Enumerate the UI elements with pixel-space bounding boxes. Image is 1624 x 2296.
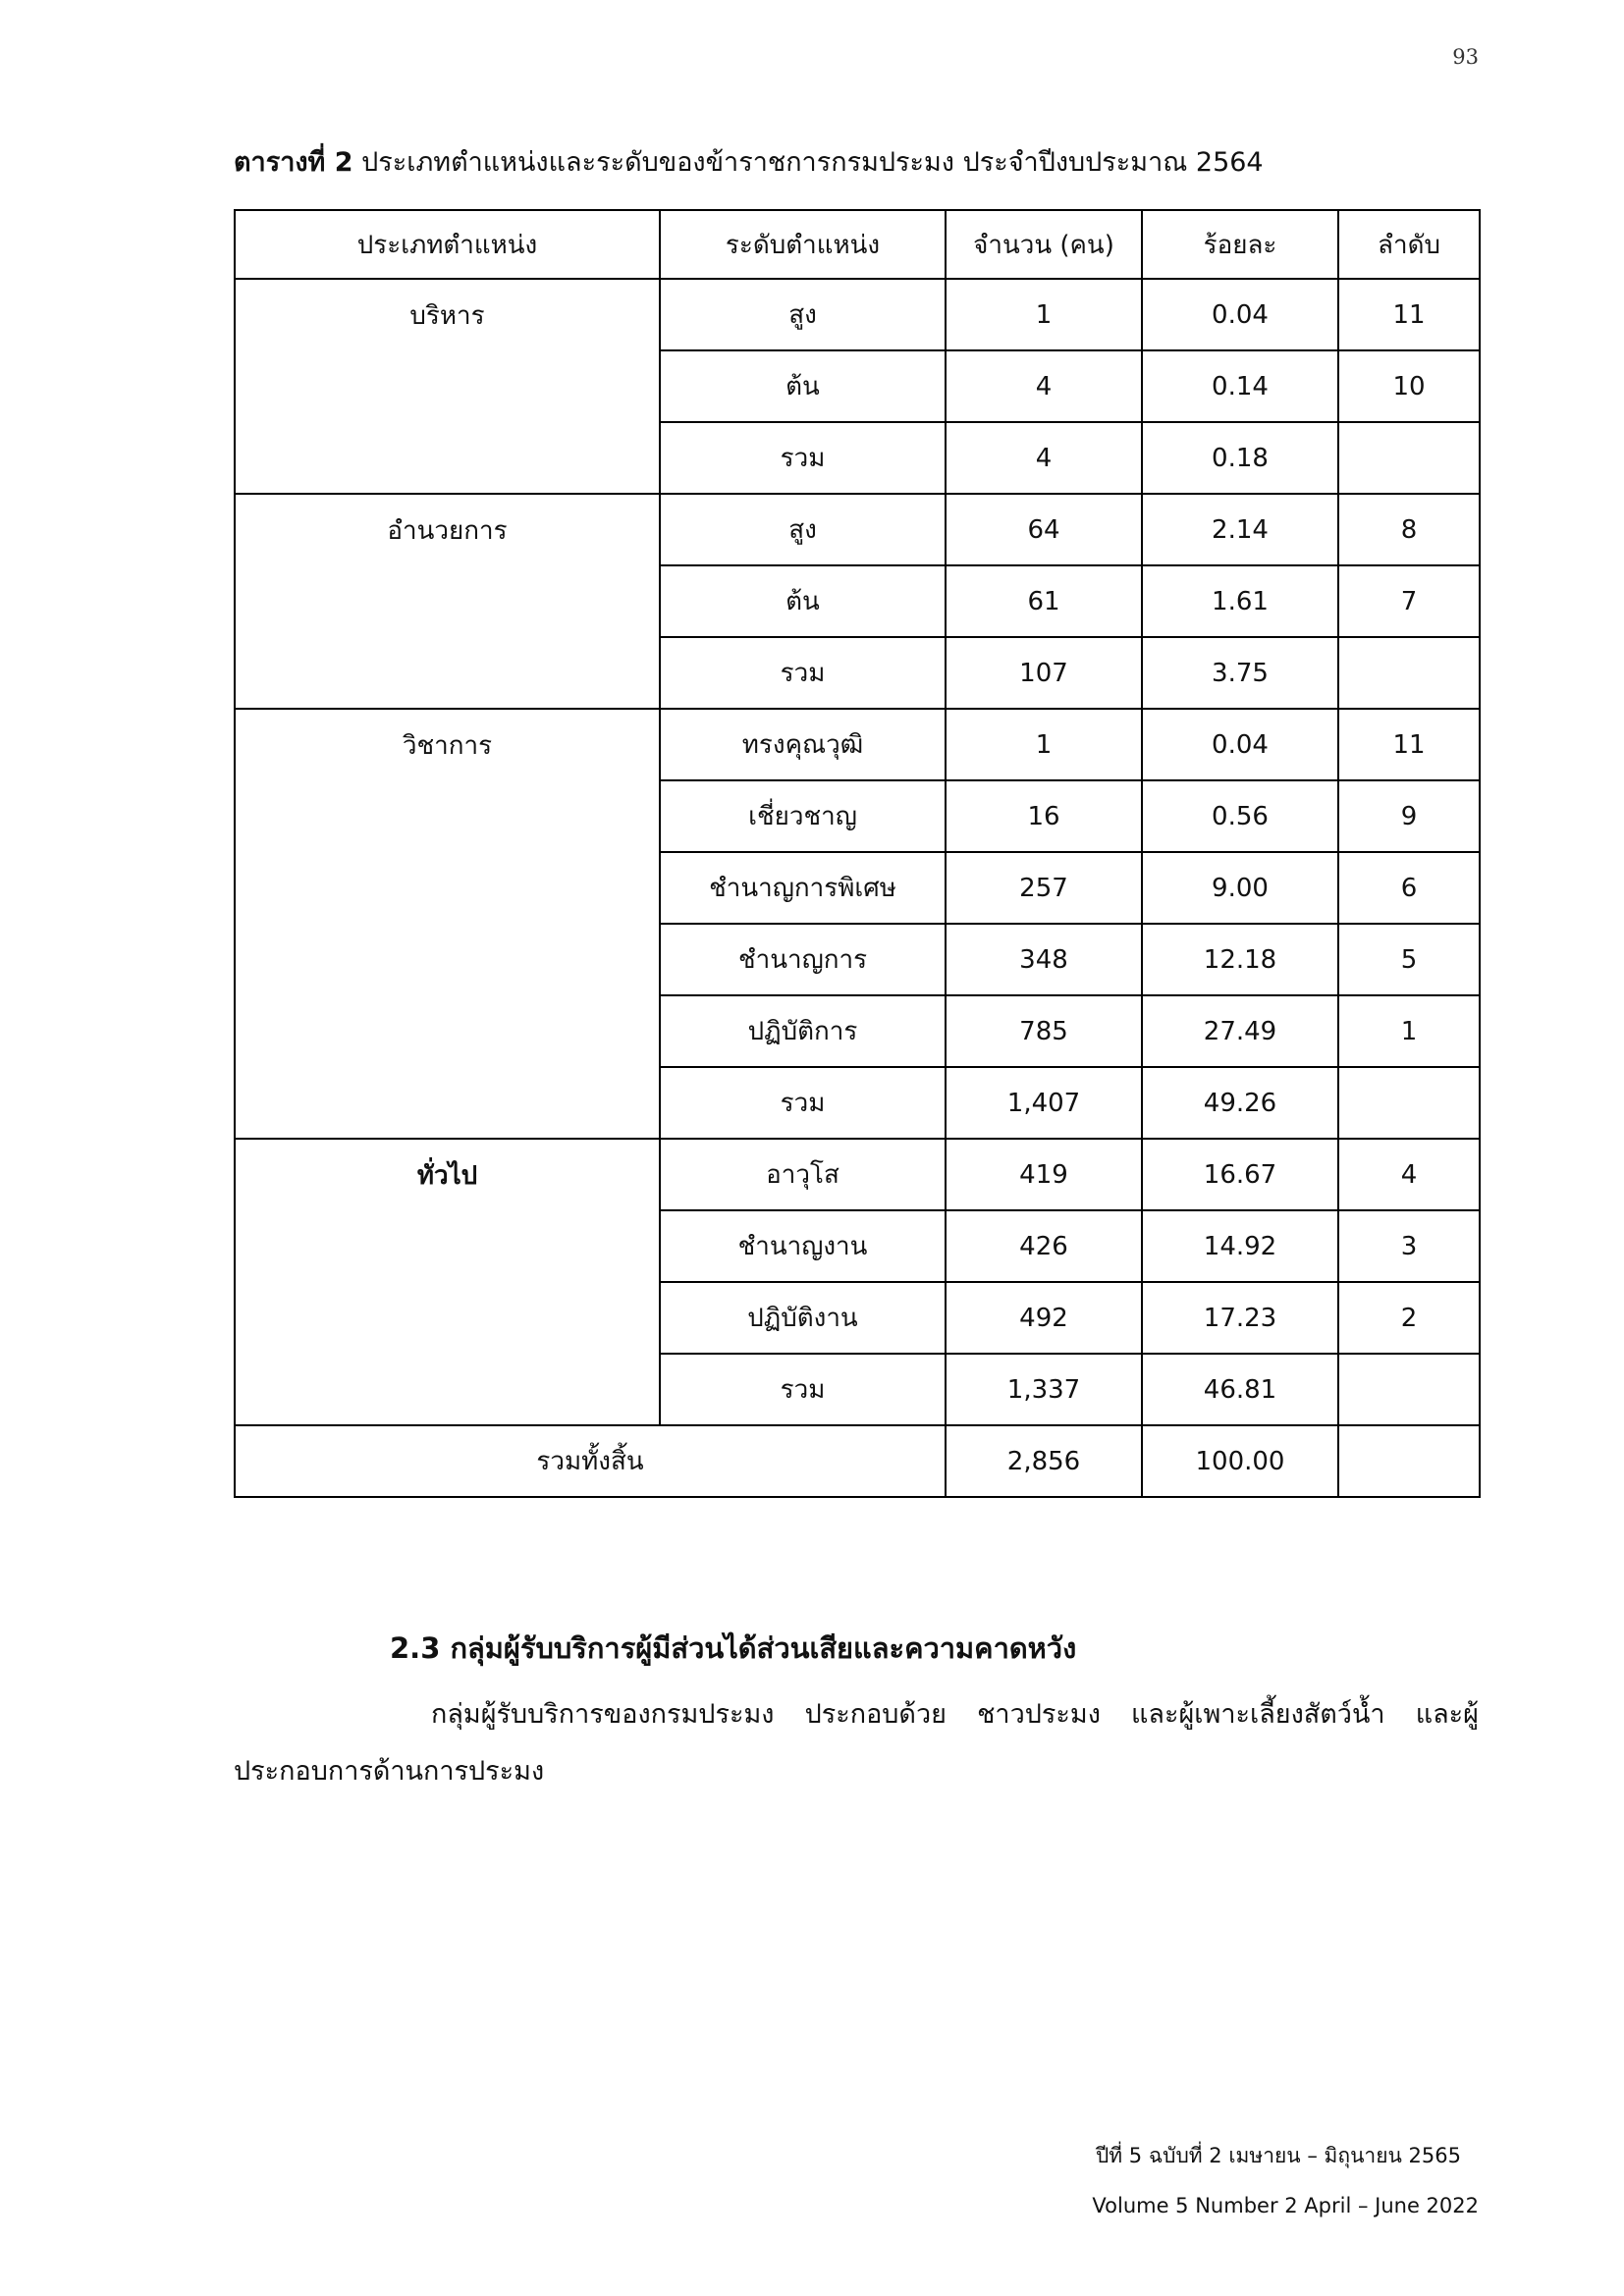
cell-percent: 0.56 <box>1142 780 1338 852</box>
cell-position-type: ทั่วไป <box>235 1139 660 1425</box>
table-body <box>235 279 1480 1497</box>
cell-percent: 2.14 <box>1142 494 1338 565</box>
cell-rank: 9 <box>1338 780 1480 852</box>
cell-percent: 9.00 <box>1142 852 1338 924</box>
cell-percent: 0.04 <box>1142 279 1338 350</box>
footer-issue-english: Volume 5 Number 2 April – June 2022 <box>1092 2194 1479 2217</box>
cell-rank: 8 <box>1338 494 1480 565</box>
cell-percent: 12.18 <box>1142 924 1338 995</box>
cell-count: 61 <box>946 565 1142 637</box>
cell-percent: 27.49 <box>1142 995 1338 1067</box>
cell-position-type: บริหาร <box>235 279 660 494</box>
cell-position-type: วิชาการ <box>235 709 660 1139</box>
header-position-type: ประเภทตำแหน่ง <box>235 210 660 279</box>
cell-rank <box>1338 1067 1480 1139</box>
cell-percent: 0.18 <box>1142 422 1338 494</box>
cell-percent: 0.04 <box>1142 709 1338 780</box>
cell-level: อาวุโส <box>660 1139 946 1210</box>
cell-percent: 17.23 <box>1142 1282 1338 1354</box>
header-position-level: ระดับตำแหน่ง <box>660 210 946 279</box>
section-paragraph: กลุ่มผู้รับบริการของกรมประมง ประกอบด้วย ชาวประมง และผู้เพาะเลี้ยงสัตว์น้ำ และผู้ประกอบการด้านการประมง <box>234 1699 1479 1787</box>
cell-count: 348 <box>946 924 1142 995</box>
cell-rank: 11 <box>1338 279 1480 350</box>
cell-level: สูง <box>660 279 946 350</box>
section-heading: 2.3 กลุ่มผู้รับบริการผู้มีส่วนได้ส่วนเสียและความคาดหวัง <box>390 1631 1077 1665</box>
cell-percent: 14.92 <box>1142 1210 1338 1282</box>
cell-rank <box>1338 637 1480 709</box>
cell-level: ปฏิบัติการ <box>660 995 946 1067</box>
cell-level: รวม <box>660 1354 946 1425</box>
cell-level: ต้น <box>660 565 946 637</box>
cell-total-count: 2,856 <box>946 1425 1142 1497</box>
cell-position-type: อำนวยการ <box>235 494 660 709</box>
cell-level: รวม <box>660 422 946 494</box>
cell-count: 785 <box>946 995 1142 1067</box>
footer-issue-thai: ปีที่ 5 ฉบับที่ 2 เมษายน – มิถุนายน 2565 <box>1095 2144 1461 2167</box>
cell-count: 1 <box>946 709 1142 780</box>
cell-rank: 1 <box>1338 995 1480 1067</box>
cell-count: 1,407 <box>946 1067 1142 1139</box>
cell-total-rank <box>1338 1425 1480 1497</box>
cell-count: 492 <box>946 1282 1142 1354</box>
table-header-row <box>235 210 1480 279</box>
cell-rank: 3 <box>1338 1210 1480 1282</box>
cell-percent: 49.26 <box>1142 1067 1338 1139</box>
cell-total-label: รวมทั้งสิ้น <box>235 1425 946 1497</box>
cell-count: 4 <box>946 422 1142 494</box>
position-table <box>234 209 1481 1498</box>
cell-level: ชำนาญการ <box>660 924 946 995</box>
header-rank: ลำดับ <box>1338 210 1480 279</box>
cell-percent: 16.67 <box>1142 1139 1338 1210</box>
cell-level: สูง <box>660 494 946 565</box>
header-percent: ร้อยละ <box>1142 210 1338 279</box>
cell-rank: 10 <box>1338 350 1480 422</box>
header-count: จำนวน (คน) <box>946 210 1142 279</box>
cell-count: 4 <box>946 350 1142 422</box>
cell-rank: 5 <box>1338 924 1480 995</box>
cell-rank <box>1338 1354 1480 1425</box>
cell-percent: 0.14 <box>1142 350 1338 422</box>
cell-count: 16 <box>946 780 1142 852</box>
table-caption-label: ตารางที่ 2 <box>234 147 353 178</box>
cell-level: ต้น <box>660 350 946 422</box>
cell-level: ชำนาญงาน <box>660 1210 946 1282</box>
cell-count: 1 <box>946 279 1142 350</box>
cell-count: 1,337 <box>946 1354 1142 1425</box>
cell-percent: 3.75 <box>1142 637 1338 709</box>
cell-total-percent: 100.00 <box>1142 1425 1338 1497</box>
table-row <box>235 494 1480 565</box>
cell-level: ทรงคุณวุฒิ <box>660 709 946 780</box>
table-row <box>235 279 1480 350</box>
page-number: 93 <box>1452 45 1479 69</box>
cell-level: รวม <box>660 1067 946 1139</box>
cell-count: 426 <box>946 1210 1142 1282</box>
table-row <box>235 709 1480 780</box>
cell-level: ชำนาญการพิเศษ <box>660 852 946 924</box>
cell-level: รวม <box>660 637 946 709</box>
cell-rank: 4 <box>1338 1139 1480 1210</box>
cell-rank: 7 <box>1338 565 1480 637</box>
cell-count: 419 <box>946 1139 1142 1210</box>
cell-rank <box>1338 422 1480 494</box>
total-row <box>235 1425 1480 1497</box>
cell-rank: 6 <box>1338 852 1480 924</box>
cell-count: 107 <box>946 637 1142 709</box>
cell-percent: 1.61 <box>1142 565 1338 637</box>
table-caption <box>234 140 1264 183</box>
cell-level: ปฏิบัติงาน <box>660 1282 946 1354</box>
cell-rank: 2 <box>1338 1282 1480 1354</box>
cell-level: เชี่ยวชาญ <box>660 780 946 852</box>
cell-rank: 11 <box>1338 709 1480 780</box>
cell-percent: 46.81 <box>1142 1354 1338 1425</box>
cell-count: 64 <box>946 494 1142 565</box>
table-row <box>235 1139 1480 1210</box>
table-caption-text: ประเภทตำแหน่งและระดับของข้าราชการกรมประมง ประจำปีงบประมาณ 2564 <box>352 147 1264 178</box>
cell-count: 257 <box>946 852 1142 924</box>
